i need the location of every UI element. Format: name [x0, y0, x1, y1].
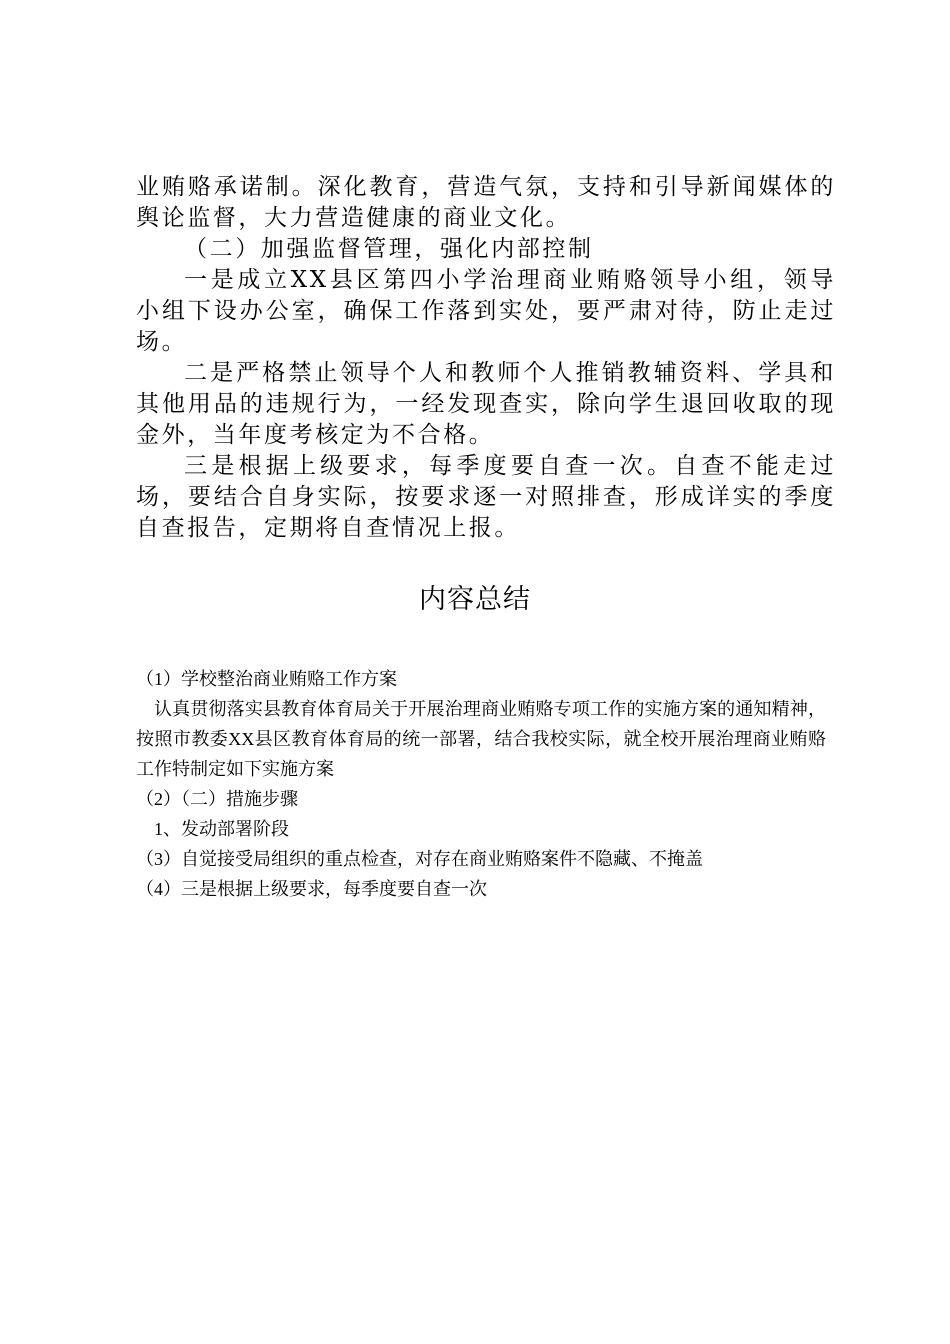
- summary-item: 认真贯彻落实县教育体育局关于开展治理商业贿赂专项工作的实施方案的通知精神，按照市教委XX县区教育体育局的统一部署，结合我校实际，就全校开展治理商业贿赂工作特制定如下实施方案: [136, 699, 826, 779]
- section-heading-supervision: （二）加强监督管理，强化内部控制: [184, 236, 594, 262]
- summary-item: （4）三是根据上级要求，每季度要自查一次: [136, 879, 487, 899]
- summary-item: （3）自觉接受局组织的重点检查，对存在商业贿赂案件不隐藏、不掩盖: [136, 849, 703, 869]
- summary-item: 1、发动部署阶段: [154, 819, 289, 839]
- summary-title: 内容总结: [419, 584, 531, 615]
- paragraph-item-two: 二是严格禁止领导个人和教师个人推销教辅资料、学具和其他用品的违规行为，一经发现查实，除向学生退回收取的现金外，当年度考核定为不合格。: [136, 360, 836, 448]
- paragraph-commitment: 业贿赂承诺制。深化教育，营造气氛，支持和引导新闻媒体的舆论监督，大力营造健康的商业文化。: [136, 174, 836, 231]
- body-text: [136, 172, 836, 544]
- paragraph-item-three: 三是根据上级要求，每季度要自查一次。自查不能走过场，要结合自身实际，按要求逐一对照排查，形成详实的季度自查报告，定期将自查情况上报。: [136, 453, 836, 541]
- summary-item: （2）（二）措施步骤: [136, 789, 298, 809]
- summary-list: [136, 664, 826, 904]
- paragraph-item-one: 一是成立XX县区第四小学治理商业贿赂领导小组，领导小组下设办公室，确保工作落到实处，要严肃对待，防止走过场。: [136, 267, 836, 355]
- summary-item: （1）学校整治商业贿赂工作方案: [136, 669, 397, 689]
